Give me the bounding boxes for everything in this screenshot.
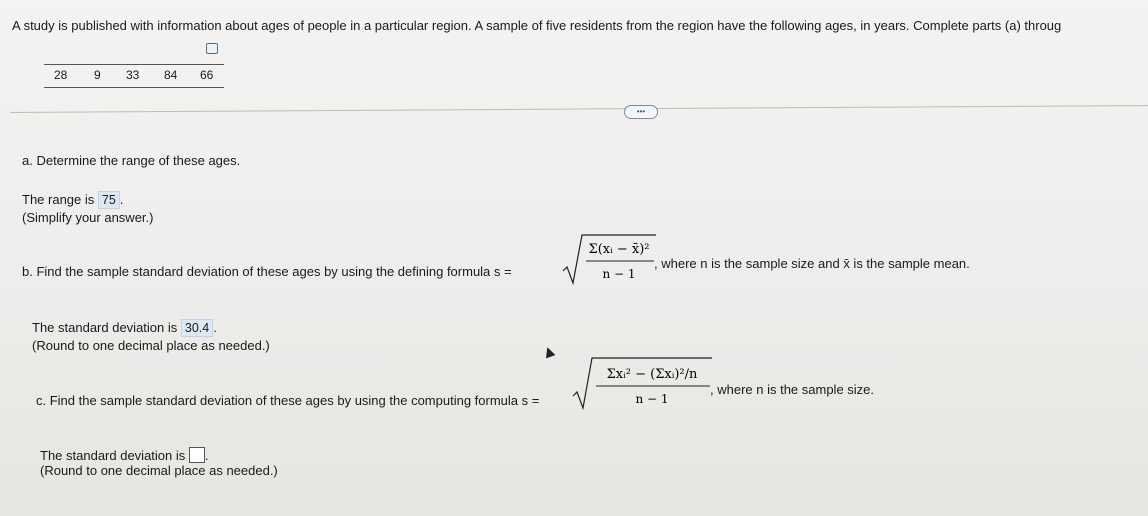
mouse-cursor-icon [543,346,556,359]
copy-data-icon[interactable] [206,43,218,54]
formula-c [570,354,715,410]
age-cell: 33 [126,68,140,82]
part-a-answer[interactable]: 75 [98,191,120,209]
part-c-answer-input[interactable] [189,447,205,463]
ages-table [44,64,224,88]
part-c-answer-line [40,447,209,463]
part-c-suffix: , where n is the sample size. [710,382,875,397]
age-cell: 28 [54,68,68,82]
formula-c-numerator: Σxᵢ² − (Σxᵢ)²/n [606,367,698,382]
age-cell: 66 [200,68,214,82]
part-c-prompt: c. Find the sample standard deviation of these ages by using the computing formula s = [36,393,540,408]
part-b-note: (Round to one decimal place as needed.) [32,338,270,353]
problem-intro: A study is published with information about ages of people in a particular region. A sample of five residents from the region have the following ages, in years. Complete parts (a) throug [12,18,1062,33]
age-cell: 84 [164,68,178,82]
part-c-note: (Round to one decimal place as needed.) [40,463,278,478]
expand-more-button[interactable]: ••• [624,105,658,119]
part-b-answer-line [32,319,217,337]
part-a-note: (Simplify your answer.) [22,210,154,225]
section-divider [10,105,1148,113]
part-b-answer-prefix: The standard deviation is [32,320,178,335]
formula-c-denominator: n − 1 [635,392,669,406]
age-cell: 9 [94,68,101,82]
part-a-answer-prefix: The range is [22,192,95,207]
formula-b-numerator: Σ(xᵢ − x̄)² [588,242,650,257]
part-c-answer-prefix: The standard deviation is [40,448,186,463]
part-a-prompt: a. Determine the range of these ages. [22,153,241,168]
part-c-answer-suffix: . [204,448,209,463]
formula-b-denominator: n − 1 [602,267,636,281]
part-b-answer[interactable]: 30.4 [181,319,213,337]
part-a-answer-line [22,191,123,209]
part-a-answer-suffix: . [119,192,124,207]
part-b-answer-suffix: . [213,320,217,335]
part-b-suffix: , where n is the sample size and x̄ is the sample mean. [654,256,970,271]
part-b-prompt: b. Find the sample standard deviation of these ages by using the defining formula s = [22,264,512,279]
formula-b [560,231,660,287]
